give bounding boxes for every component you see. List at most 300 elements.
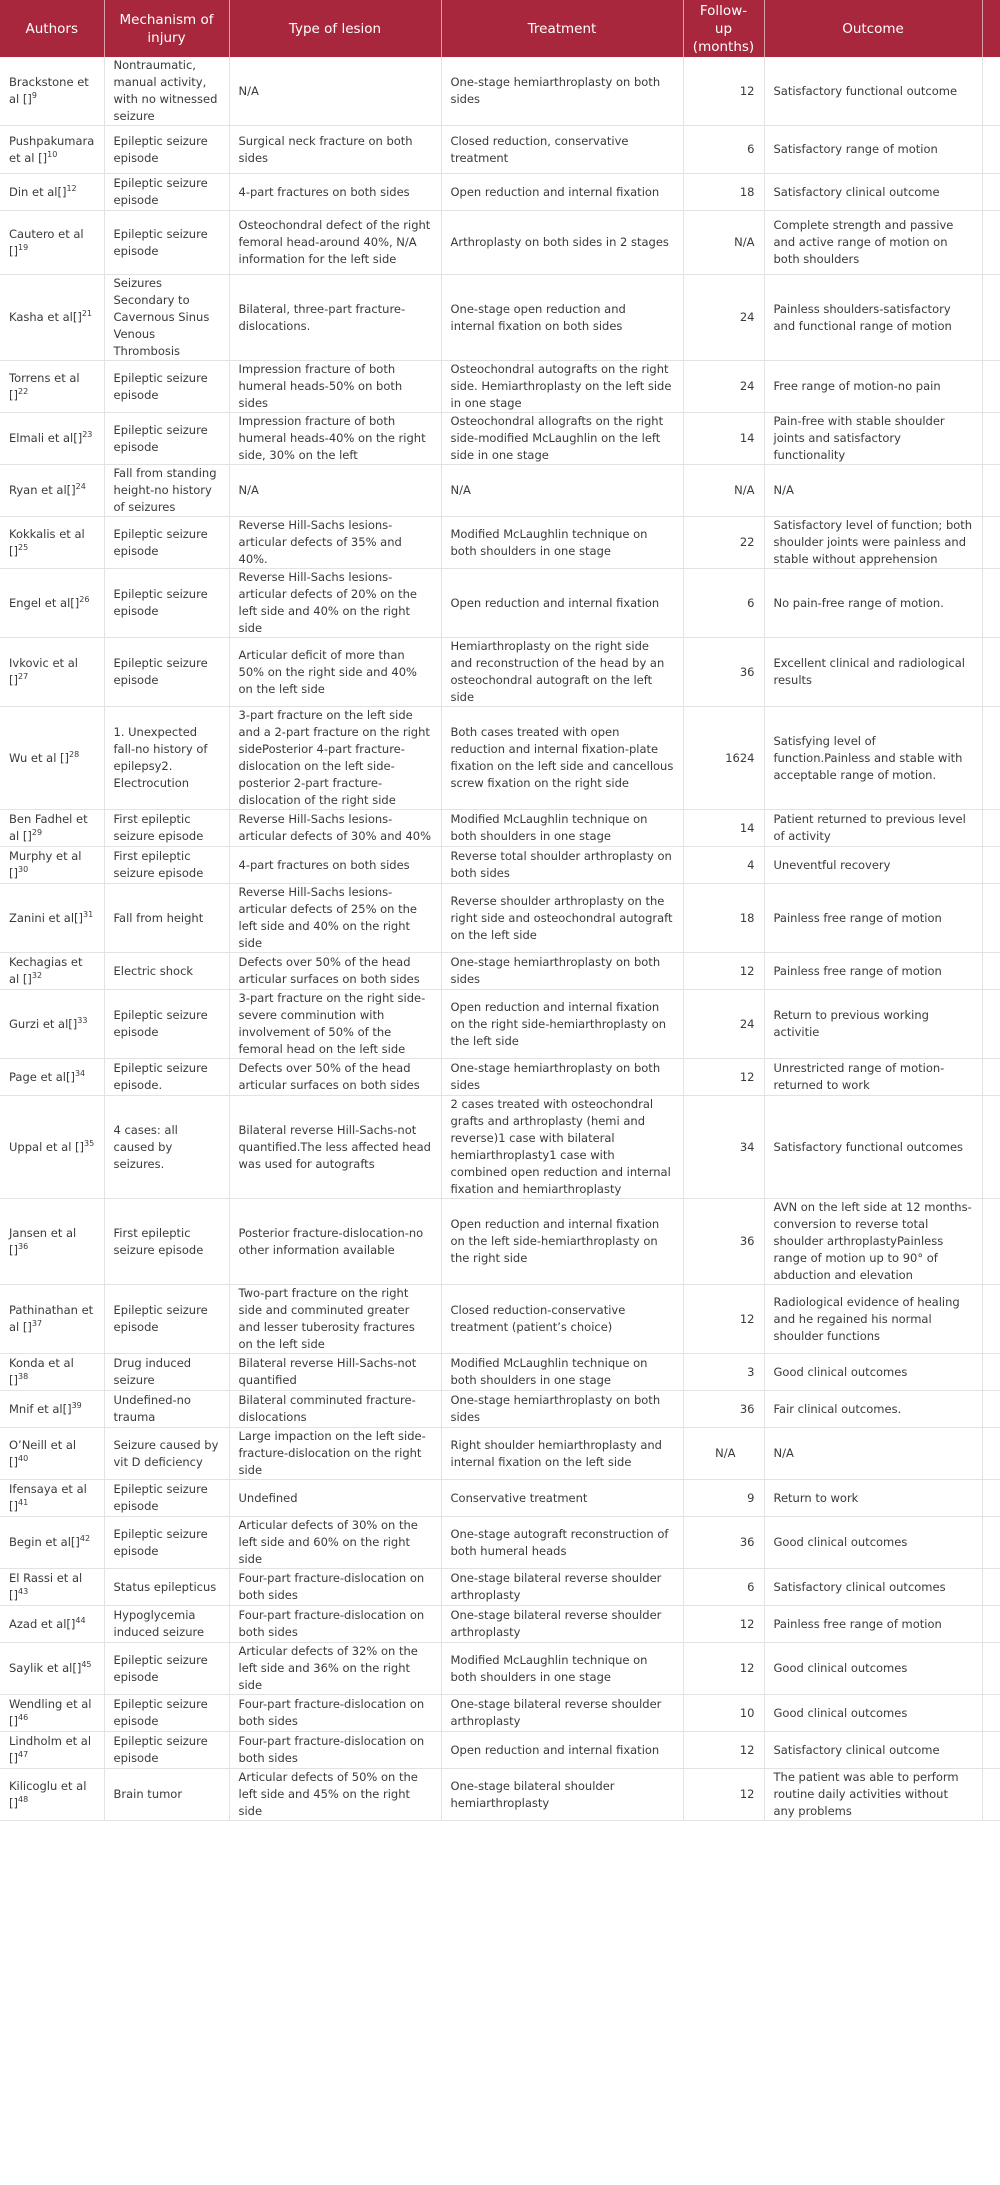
author-name: Ben Fadhel et al [] <box>9 812 88 843</box>
outcome-cell: Satisfactory clinical outcomes <box>764 1569 982 1606</box>
reference-number: 36 <box>17 1241 29 1251</box>
type-cell: Posterior fracture-dislocation-no other information available <box>229 1199 441 1285</box>
treatment-cell: Arthroplasty on both sides in 2 stages <box>441 211 683 275</box>
spacer-cell <box>982 847 1000 884</box>
treatment-cell: Osteochondral autografts on the right side. Hemiarthroplasty on the left side in one stage <box>441 361 683 413</box>
outcome-cell: N/A <box>764 465 982 517</box>
outcome-cell: Good clinical outcomes <box>764 1517 982 1569</box>
treatment-cell: One-stage hemiarthroplasty on both sides <box>441 953 683 990</box>
author-name: Azad et al[] <box>9 1616 76 1631</box>
reference-number: 28 <box>69 749 80 759</box>
treatment-cell: Open reduction and internal fixation <box>441 1732 683 1769</box>
table-row <box>0 275 1000 361</box>
outcome-cell: Return to previous working activitie <box>764 990 982 1059</box>
spacer-cell <box>982 1059 1000 1096</box>
outcome-cell: Good clinical outcomes <box>764 1643 982 1695</box>
author-cell <box>0 1569 104 1606</box>
reference-number: 9 <box>31 91 37 101</box>
mechanism-cell: Status epilepticus <box>104 1569 229 1606</box>
treatment-cell: Both cases treated with open reduction and internal fixation-plate fixation on the left side and cancellous screw fixation on the right side <box>441 707 683 810</box>
reference-number: 47 <box>17 1750 29 1760</box>
spacer-cell <box>982 810 1000 847</box>
outcome-cell: Satisfactory clinical outcome <box>764 1732 982 1769</box>
reference-number: 12 <box>66 183 77 193</box>
author-name: Lindholm et al [] <box>9 1734 92 1765</box>
author-cell <box>0 1199 104 1285</box>
table-row <box>0 1199 1000 1285</box>
mechanism-cell: 1. Unexpected fall-no history of epilepsy2. Electrocution <box>104 707 229 810</box>
outcome-cell: Radiological evidence of healing and he regained his normal shoulder functions <box>764 1285 982 1354</box>
header-type: Type of lesion <box>229 0 441 57</box>
followup-cell: 36 <box>683 1199 764 1285</box>
type-cell: 4-part fractures on both sides <box>229 847 441 884</box>
author-name: Din et al[] <box>9 184 67 199</box>
outcome-cell: No pain-free range of motion. <box>764 569 982 638</box>
type-cell: Large impaction on the left side-fracture-dislocation on the right side <box>229 1428 441 1480</box>
spacer-cell <box>982 1606 1000 1643</box>
header-followup <box>683 0 764 57</box>
followup-cell: 34 <box>683 1096 764 1199</box>
author-cell <box>0 1428 104 1480</box>
treatment-cell: Open reduction and internal fixation on the right side-hemiarthroplasty on the left side <box>441 990 683 1059</box>
followup-cell: 14 <box>683 810 764 847</box>
spacer-cell <box>982 275 1000 361</box>
mechanism-cell: Seizure caused by vit D deficiency <box>104 1428 229 1480</box>
mechanism-cell: Fall from standing height-no history of seizures <box>104 465 229 517</box>
spacer-cell <box>982 1428 1000 1480</box>
table-row <box>0 465 1000 517</box>
type-cell: N/A <box>229 465 441 517</box>
author-name: Murphy et al [] <box>9 849 82 880</box>
followup-cell: 12 <box>683 57 764 126</box>
type-cell: Reverse Hill-Sachs lesions-articular defects of 20% on the left side and 40% on the right side <box>229 569 441 638</box>
header-followup-line2: (months) <box>692 38 755 55</box>
header-mechanism-line1: Mechanism of <box>119 11 214 28</box>
outcome-cell: Satisfactory level of function; both shoulder joints were painless and stable without apprehension <box>764 517 982 569</box>
table-row <box>0 174 1000 211</box>
mechanism-cell: Epileptic seizure episode <box>104 126 229 174</box>
author-cell <box>0 884 104 953</box>
reference-number: 21 <box>81 309 93 319</box>
author-name: Torrens et al [] <box>9 370 80 402</box>
treatment-cell: Closed reduction-conservative treatment (patient’s choice) <box>441 1285 683 1354</box>
spacer-cell <box>982 1480 1000 1517</box>
author-name: Pathinathan et al [] <box>9 1303 94 1334</box>
table-row <box>0 707 1000 810</box>
treatment-cell: One-stage hemiarthroplasty on both sides <box>441 1391 683 1428</box>
table-row <box>0 1517 1000 1569</box>
author-name: Cautero et al [] <box>9 226 84 258</box>
treatment-cell: Reverse total shoulder arthroplasty on both sides <box>441 847 683 884</box>
author-cell <box>0 1391 104 1428</box>
reference-number: 10 <box>47 149 58 159</box>
author-name: Kilicoglu et al [] <box>9 1778 87 1810</box>
table-body <box>0 57 1000 1821</box>
author-cell <box>0 1606 104 1643</box>
type-cell: Four-part fracture-dislocation on both sides <box>229 1695 441 1732</box>
table-row <box>0 1569 1000 1606</box>
mechanism-cell: Epileptic seizure episode <box>104 413 229 465</box>
type-cell: 3-part fracture on the left side and a 2-part fracture on the right sidePosterior 4-part fracture-dislocation on the left side-posterior 2-part fracture-dislocation of the right side <box>229 707 441 810</box>
followup-cell: 12 <box>683 953 764 990</box>
type-cell: Bilateral, three-part fracture-dislocations. <box>229 275 441 361</box>
table-row <box>0 126 1000 174</box>
author-cell <box>0 707 104 810</box>
reference-number: 34 <box>74 1068 86 1078</box>
mechanism-cell: Fall from height <box>104 884 229 953</box>
reference-number: 32 <box>31 971 43 981</box>
outcome-cell: Patient returned to previous level of activity <box>764 810 982 847</box>
outcome-cell: Complete strength and passive and active range of motion on both shoulders <box>764 211 982 275</box>
outcome-cell: Painless free range of motion <box>764 953 982 990</box>
author-cell <box>0 990 104 1059</box>
table-row <box>0 810 1000 847</box>
table-row <box>0 884 1000 953</box>
outcome-cell: Excellent clinical and radiological results <box>764 638 982 707</box>
reference-number: 31 <box>83 909 94 919</box>
author-cell <box>0 953 104 990</box>
author-cell <box>0 1732 104 1769</box>
author-name: Wu et al [] <box>9 750 70 765</box>
mechanism-cell: Hypoglycemia induced seizure <box>104 1606 229 1643</box>
author-name: Begin et al[] <box>9 1535 80 1549</box>
mechanism-cell: Epileptic seizure episode <box>104 211 229 275</box>
header-outcome: Outcome <box>764 0 982 57</box>
author-cell <box>0 1059 104 1096</box>
spacer-cell <box>982 211 1000 275</box>
followup-cell: 24 <box>683 275 764 361</box>
followup-cell: 12 <box>683 1285 764 1354</box>
type-cell: Reverse Hill-Sachs lesions-articular defects of 35% and 40%. <box>229 517 441 569</box>
reference-number: 24 <box>75 482 86 492</box>
followup-cell: 12 <box>683 1643 764 1695</box>
followup-cell: 12 <box>683 1769 764 1821</box>
mechanism-cell: Epileptic seizure episode <box>104 638 229 707</box>
reference-number: 46 <box>17 1713 29 1723</box>
author-name: Konda et al [] <box>9 1356 74 1387</box>
table-row <box>0 1695 1000 1732</box>
author-cell <box>0 465 104 517</box>
spacer-cell <box>982 1569 1000 1606</box>
mechanism-cell: Epileptic seizure episode <box>104 1695 229 1732</box>
treatment-cell: Open reduction and internal fixation <box>441 174 683 211</box>
author-cell <box>0 1096 104 1199</box>
outcome-cell: Return to work <box>764 1480 982 1517</box>
author-name: Kechagias et al [] <box>9 955 83 986</box>
author-cell <box>0 57 104 126</box>
author-name: Engel et al[] <box>9 595 80 610</box>
reference-number: 30 <box>17 865 29 875</box>
table-header <box>0 0 1000 57</box>
mechanism-cell: Epileptic seizure episode <box>104 1517 229 1569</box>
author-cell <box>0 361 104 413</box>
type-cell: N/A <box>229 57 441 126</box>
reference-number: 22 <box>17 386 29 396</box>
spacer-cell <box>982 1391 1000 1428</box>
type-cell: Defects over 50% of the head articular surfaces on both sides <box>229 1059 441 1096</box>
followup-cell: 4 <box>683 847 764 884</box>
followup-cell: 6 <box>683 1569 764 1606</box>
spacer-cell <box>982 1695 1000 1732</box>
type-cell: Reverse Hill-Sachs lesions-articular defects of 30% and 40% <box>229 810 441 847</box>
spacer-cell <box>982 884 1000 953</box>
spacer-cell <box>982 1732 1000 1769</box>
followup-cell: 6 <box>683 569 764 638</box>
header-mechanism-line2: injury <box>147 29 186 46</box>
followup-cell: 36 <box>683 1391 764 1428</box>
reference-number: 48 <box>17 1794 29 1804</box>
outcome-cell: Pain-free with stable shoulder joints and satisfactory functionality <box>764 413 982 465</box>
mechanism-cell: Epileptic seizure episode <box>104 361 229 413</box>
header-followup-line1: Follow-up <box>699 2 748 37</box>
author-cell <box>0 1517 104 1569</box>
table-row <box>0 57 1000 126</box>
table-row <box>0 847 1000 884</box>
treatment-cell: Open reduction and internal fixation <box>441 569 683 638</box>
author-cell <box>0 413 104 465</box>
table-row <box>0 953 1000 990</box>
followup-cell: 36 <box>683 1517 764 1569</box>
treatment-cell: Modified McLaughlin technique on both shoulders in one stage <box>441 810 683 847</box>
type-cell: 3-part fracture on the right side-severe comminution with involvement of 50% of the femoral head on the left side <box>229 990 441 1059</box>
spacer-cell <box>982 465 1000 517</box>
author-name: Kasha et al[] <box>9 310 82 324</box>
table-row <box>0 1428 1000 1480</box>
table-row <box>0 211 1000 275</box>
header-authors: Authors <box>0 0 104 57</box>
treatment-cell: Right shoulder hemiarthroplasty and internal fixation on the left side <box>441 1428 683 1480</box>
outcome-cell: Fair clinical outcomes. <box>764 1391 982 1428</box>
treatment-cell: One-stage hemiarthroplasty on both sides <box>441 57 683 126</box>
type-cell: Bilateral comminuted fracture-dislocations <box>229 1391 441 1428</box>
spacer-cell <box>982 1285 1000 1354</box>
followup-cell: 36 <box>683 638 764 707</box>
table-row <box>0 1769 1000 1821</box>
spacer-cell <box>982 1199 1000 1285</box>
treatment-cell: One-stage bilateral reverse shoulder arthroplasty <box>441 1569 683 1606</box>
reference-number: 25 <box>17 542 29 552</box>
reference-number: 40 <box>17 1453 29 1463</box>
author-cell <box>0 1643 104 1695</box>
author-name: Uppal et al [] <box>9 1139 85 1154</box>
treatment-cell: Reverse shoulder arthroplasty on the right side and osteochondral autograft on the left side <box>441 884 683 953</box>
table-row <box>0 1480 1000 1517</box>
treatment-cell: 2 cases treated with osteochondral grafts and arthroplasty (hemi and reverse)1 case with bilateral hemiarthroplasty1 case with combined open reduction and internal fixation and hemiarthroplasty <box>441 1096 683 1199</box>
treatment-cell: Open reduction and internal fixation on the left side-hemiarthroplasty on the right side <box>441 1199 683 1285</box>
spacer-cell <box>982 361 1000 413</box>
followup-cell: N/A <box>683 465 764 517</box>
outcome-cell: Good clinical outcomes <box>764 1354 982 1391</box>
treatment-cell: One-stage bilateral shoulder hemiarthroplasty <box>441 1769 683 1821</box>
author-name: Zanini et al[] <box>9 910 84 925</box>
author-name: Page et al[] <box>9 1069 75 1084</box>
author-name: Saylik et al[] <box>9 1661 82 1675</box>
followup-cell: 6 <box>683 126 764 174</box>
outcome-cell: Free range of motion-no pain <box>764 361 982 413</box>
followup-cell: 12 <box>683 1059 764 1096</box>
table-row <box>0 413 1000 465</box>
outcome-cell: Uneventful recovery <box>764 847 982 884</box>
mechanism-cell: Epileptic seizure episode. <box>104 1059 229 1096</box>
outcome-cell: Satisfactory functional outcome <box>764 57 982 126</box>
spacer-cell <box>982 990 1000 1059</box>
mechanism-cell: Epileptic seizure episode <box>104 1732 229 1769</box>
type-cell: Impression fracture of both humeral heads-40% on the right side, 30% on the left <box>229 413 441 465</box>
reference-number: 38 <box>17 1372 29 1382</box>
treatment-cell: Conservative treatment <box>441 1480 683 1517</box>
followup-cell: 18 <box>683 174 764 211</box>
mechanism-cell: Brain tumor <box>104 1769 229 1821</box>
table-row <box>0 1285 1000 1354</box>
header-mechanism <box>104 0 229 57</box>
treatment-cell: N/A <box>441 465 683 517</box>
treatment-cell: One-stage bilateral reverse shoulder arthroplasty <box>441 1606 683 1643</box>
treatment-cell: Closed reduction, conservative treatment <box>441 126 683 174</box>
type-cell: Two-part fracture on the right side and comminuted greater and lesser tuberosity fractures on the left side <box>229 1285 441 1354</box>
author-name: Pushpakumara et al [] <box>9 133 95 165</box>
followup-cell: 1624 <box>683 707 764 810</box>
author-cell <box>0 517 104 569</box>
type-cell: Articular deficit of more than 50% on the right side and 40% on the left side <box>229 638 441 707</box>
followup-cell: N/A <box>683 211 764 275</box>
type-cell: Bilateral reverse Hill-Sachs-not quantified.The less affected head was used for autografts <box>229 1096 441 1199</box>
outcome-cell: AVN on the left side at 12 months-conversion to reverse total shoulder arthroplastyPainless range of motion up to 90° of abduction and elevation <box>764 1199 982 1285</box>
type-cell: Articular defects of 50% on the left side and 45% on the right side <box>229 1769 441 1821</box>
author-cell <box>0 847 104 884</box>
reference-number: 27 <box>17 672 29 682</box>
table-row <box>0 1059 1000 1096</box>
author-name: Brackstone et al [] <box>9 75 89 106</box>
type-cell: 4-part fractures on both sides <box>229 174 441 211</box>
table-row <box>0 569 1000 638</box>
outcome-cell: Painless free range of motion <box>764 1606 982 1643</box>
mechanism-cell: 4 cases: all caused by seizures. <box>104 1096 229 1199</box>
outcome-cell: Painless shoulders-satisfactory and functional range of motion <box>764 275 982 361</box>
spacer-cell <box>982 569 1000 638</box>
outcome-cell: N/A <box>764 1428 982 1480</box>
table-row <box>0 1643 1000 1695</box>
mechanism-cell: Drug induced seizure <box>104 1354 229 1391</box>
reference-number: 33 <box>77 1015 88 1025</box>
followup-cell: 12 <box>683 1606 764 1643</box>
outcome-cell: The patient was able to perform routine daily activities without any problems <box>764 1769 982 1821</box>
author-cell <box>0 275 104 361</box>
spacer-cell <box>982 517 1000 569</box>
spacer-cell <box>982 57 1000 126</box>
mechanism-cell: Undefined-no trauma <box>104 1391 229 1428</box>
table-row <box>0 1096 1000 1199</box>
table-row <box>0 1391 1000 1428</box>
mechanism-cell: Epileptic seizure episode <box>104 517 229 569</box>
followup-cell: 3 <box>683 1354 764 1391</box>
spacer-cell <box>982 1517 1000 1569</box>
followup-cell: 24 <box>683 990 764 1059</box>
type-cell: Four-part fracture-dislocation on both sides <box>229 1732 441 1769</box>
type-cell: Surgical neck fracture on both sides <box>229 126 441 174</box>
author-cell <box>0 638 104 707</box>
followup-cell: 24 <box>683 361 764 413</box>
type-cell: Impression fracture of both humeral heads-50% on both sides <box>229 361 441 413</box>
type-cell: Four-part fracture-dislocation on both sides <box>229 1569 441 1606</box>
spacer-cell <box>982 1354 1000 1391</box>
header-treatment: Treatment <box>441 0 683 57</box>
spacer-cell <box>982 953 1000 990</box>
spacer-cell <box>982 1643 1000 1695</box>
reference-number: 35 <box>84 1138 95 1148</box>
table-row <box>0 990 1000 1059</box>
treatment-cell: One-stage open reduction and internal fixation on both sides <box>441 275 683 361</box>
type-cell: Reverse Hill-Sachs lesions-articular defects of 25% on the left side and 40% on the right side <box>229 884 441 953</box>
treatment-cell: Modified McLaughlin technique on both shoulders in one stage <box>441 1643 683 1695</box>
treatment-cell: Hemiarthroplasty on the right side and reconstruction of the head by an osteochondral autograft on the left side <box>441 638 683 707</box>
mechanism-cell: Epileptic seizure episode <box>104 1480 229 1517</box>
author-name: Ivkovic et al [] <box>9 656 78 687</box>
author-name: Mnif et al[] <box>9 1401 72 1416</box>
author-name: El Rassi et al [] <box>9 1571 83 1602</box>
author-name: Ryan et al[] <box>9 483 76 497</box>
treatment-cell: One-stage autograft reconstruction of both humeral heads <box>441 1517 683 1569</box>
spacer-cell <box>982 126 1000 174</box>
spacer-cell <box>982 1096 1000 1199</box>
spacer-cell <box>982 174 1000 211</box>
followup-cell: 9 <box>683 1480 764 1517</box>
followup-cell: 22 <box>683 517 764 569</box>
followup-cell: 18 <box>683 884 764 953</box>
reference-number: 19 <box>17 242 29 252</box>
table-row <box>0 1732 1000 1769</box>
author-cell <box>0 1480 104 1517</box>
table-row <box>0 1354 1000 1391</box>
mechanism-cell: First epileptic seizure episode <box>104 1199 229 1285</box>
author-name: Jansen et al [] <box>9 1225 77 1257</box>
mechanism-cell: Seizures Secondary to Cavernous Sinus Venous Thrombosis <box>104 275 229 361</box>
type-cell: Defects over 50% of the head articular surfaces on both sides <box>229 953 441 990</box>
type-cell: Bilateral reverse Hill-Sachs-not quantified <box>229 1354 441 1391</box>
table-row <box>0 638 1000 707</box>
followup-cell: 10 <box>683 1695 764 1732</box>
type-cell: Osteochondral defect of the right femoral head-around 40%, N/A information for the left side <box>229 211 441 275</box>
spacer-cell <box>982 413 1000 465</box>
outcome-cell: Satisfactory clinical outcome <box>764 174 982 211</box>
author-name: Ifensaya et al [] <box>9 1482 87 1513</box>
reference-number: 39 <box>71 1400 82 1410</box>
author-cell <box>0 810 104 847</box>
reference-number: 43 <box>17 1587 29 1597</box>
mechanism-cell: Epileptic seizure episode <box>104 174 229 211</box>
outcome-cell: Good clinical outcomes <box>764 1695 982 1732</box>
followup-cell: 12 <box>683 1732 764 1769</box>
author-cell <box>0 174 104 211</box>
outcome-cell: Unrestricted range of motion-returned to work <box>764 1059 982 1096</box>
treatment-cell: Osteochondral allografts on the right side-modified McLaughlin on the left side in one stage <box>441 413 683 465</box>
followup-cell: N/A <box>683 1428 764 1480</box>
mechanism-cell: Epileptic seizure episode <box>104 1643 229 1695</box>
outcome-cell: Satisfactory functional outcomes <box>764 1096 982 1199</box>
mechanism-cell: Epileptic seizure episode <box>104 990 229 1059</box>
spacer-cell <box>982 707 1000 810</box>
author-name: Elmali et al[] <box>9 431 83 445</box>
outcome-cell: Satisfying level of function.Painless and stable with acceptable range of motion. <box>764 707 982 810</box>
header-extra <box>982 0 1000 57</box>
reference-number: 37 <box>31 1319 43 1329</box>
table-row <box>0 361 1000 413</box>
author-name: Wendling et al [] <box>9 1697 92 1728</box>
reference-number: 44 <box>75 1615 86 1625</box>
table-row <box>0 517 1000 569</box>
mechanism-cell: Epileptic seizure episode <box>104 1285 229 1354</box>
reference-number: 29 <box>31 828 43 838</box>
type-cell: Articular defects of 30% on the left side and 60% on the right side <box>229 1517 441 1569</box>
